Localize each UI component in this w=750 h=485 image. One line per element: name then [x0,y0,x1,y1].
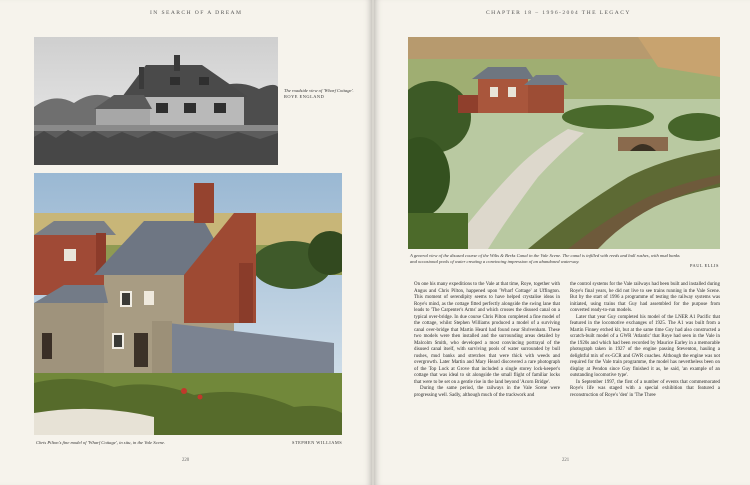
col2-paragraph-1: the control systems for the Vale railways had been built and installed during Roye's final years, he did not live to see trains running in the Vale Scene. But by the start of 1996 a programme of testing the railway systems was initiated, using trains that Guy had assembled for the purpose from converted ready-to-run models. [570,282,720,313]
photo2-credit: STEPHEN WILLIAMS [292,440,343,445]
right-folio: 221 [562,458,570,463]
right-photo-credit: PAUL ELLIS [690,263,719,268]
left-page [0,0,372,485]
col1-paragraph-1: On one his many expeditions to the Vale at that time, Roye, together with Angus and Chris Pilton, happened upon 'Wharf Cottage' at Uffington. This moment of serendipity seems to have helped crystalise ideas in Roye's mind, as the cottage fitted perfectly alongside the swing lane that leads to 'The Carpenter's Arms' and which crosses the disused canal on a typical over-bridge. In due course Chris Pilton completed a fine model of the cottage, whilst Stephen Williams produced a model of a surviving canal over-bridge that Martin Heard had found near Shrivenham. These two models were then installed and the surrounding areas detailed by Malcolm Smith, who developed a most convincing portrayal of the disused canal itself, with surviving pools of water surrounded by bull rushes, mud banks and stretches that were thick with weeds and overgrowth. Later Martin and Mary Heard discovered a rare photograph of the Top Lock at Grove that included a single storey lock-keeper's cottage that was ideal to sit alongside the small flight of familiar locks that were to be set on a gentle rise in the land beyond 'Acorn Bridge'. [414,282,560,385]
cottage-bw-photo [34,37,278,165]
photo1-caption [284,88,354,100]
left-folio: 220 [182,458,190,463]
cottage-model-photo [34,173,342,435]
col2-paragraph-3: In September 1997, the first of a number of events that commemorated Roye's life was staged with a special exhibition that featured a reconstruction of Roye's 'den' in 'The Three [570,379,720,398]
text-column-1 [414,282,560,399]
photo1-caption-text: The roadside view of 'Wharf Cottage'. [284,88,354,93]
photo1-credit: ROYE ENGLAND [284,94,325,99]
right-page [374,0,750,485]
left-running-head: IN SEARCH OF A DREAM [150,10,243,16]
right-running-head: CHAPTER 18 – 1996-2004 THE LEGACY [486,10,631,16]
text-column-2 [570,282,720,399]
canal-scene-photo [408,37,720,249]
col1-paragraph-2: During the same period, the railways in the Vale Scene were progressing well. Sadly, although much of the trackwork and [414,386,560,398]
photo2-caption: Chris Pilton's fine model of 'Wharf Cottage', in situ, in the Vale Scene. [36,440,166,445]
col2-paragraph-2: Later that year Guy completed his model of the LNER A1 Pacific that featured in the locomotive exchanges of 1925. The A1 was built from a Martin Finney etched kit, but at the same time Guy had also constructed a scratch-built model of a GWR 'Atlantic' that Roye had seen in the Vale in the 1920s and which had been recorded by Maurice Earley in a memorable photograph taken in 1927 of the engine passing Steventon, hauling a delightful mix of ex-GCR and GWR coaches. Although the engine was not required for the Vale train programme, the model has nevertheless been on display at Pendon since Guy finished it as, he said, 'an example of an outstanding locomotive type'. [570,314,720,378]
right-photo-caption: A general view of the disused course of the Wilts & Berks Canal in the Vale Scene. The canal is infilled with reeds and bull rushes, with mud banks and occasional pools of water creating a convincing impression of an abandoned waterway. [410,253,680,264]
